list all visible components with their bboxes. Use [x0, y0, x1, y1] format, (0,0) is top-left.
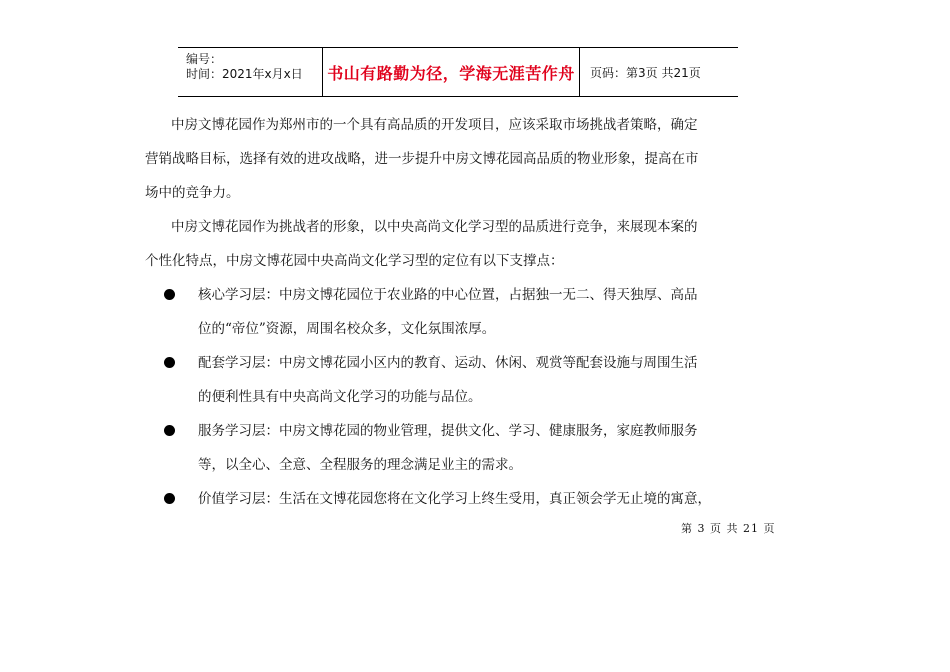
time-label: 时间：2021年x月x日 — [186, 67, 303, 81]
bullet-line: 服务学习层：中房文博花园的物业管理，提供文化、学习、健康服务，家庭教师服务 — [198, 423, 698, 439]
bullet-line: 配套学习层：中房文博花园小区内的教育、运动、休闲、观赏等配套设施与周围生活 — [198, 355, 698, 371]
paragraph-line: 中房文博花园作为挑战者的形象，以中央高尚文化学习型的品质进行竞争，来展现本案的 — [171, 219, 698, 235]
bullet-line: 位的“帝位”资源，周围名校众多，文化氛围浓厚。 — [198, 321, 496, 337]
bullet-list — [164, 278, 744, 516]
bullet-item — [164, 414, 744, 482]
page-footer: 第 3 页 共 21 页 — [681, 522, 776, 535]
page-code: 页码：第3页 共21页 — [590, 65, 701, 80]
bullet-line: 的便利性具有中央高尚文化学习的功能与品位。 — [198, 389, 482, 405]
bullet-dot-icon — [164, 425, 175, 436]
bullet-item — [164, 346, 744, 414]
body-text — [145, 108, 745, 278]
paragraph-line: 个性化特点，中房文博花园中央高尚文化学习型的定位有以下支撑点： — [145, 253, 564, 269]
paragraph-1 — [145, 108, 745, 210]
bullet-line: 等，以全心、全意、全程服务的理念满足业主的需求。 — [198, 457, 522, 473]
number-label: 编号： — [186, 52, 223, 66]
bullet-item — [164, 278, 744, 346]
document-header — [178, 47, 738, 97]
paragraph-line: 场中的竞争力。 — [145, 185, 240, 201]
bullet-dot-icon — [164, 357, 175, 368]
paragraph-line: 营销战略目标，选择有效的进攻战略，进一步提升中房文博花园高品质的物业形象，提高在市 — [145, 151, 699, 167]
paragraph-2 — [145, 210, 745, 278]
motto-text: 书山有路勤为径，学海无涯苦作舟 — [327, 63, 575, 83]
bullet-dot-icon — [164, 289, 175, 300]
bullet-dot-icon — [164, 493, 175, 504]
header-meta — [178, 48, 322, 96]
bullet-line: 价值学习层：生活在文博花园您将在文化学习上终生受用，真正领会学无止境的寓意， — [198, 491, 711, 507]
header-motto-cell — [322, 48, 580, 96]
bullet-item — [164, 482, 744, 516]
paragraph-line: 中房文博花园作为郑州市的一个具有高品质的开发项目，应该采取市场挑战者策略，确定 — [171, 117, 698, 133]
bullet-line: 核心学习层：中房文博花园位于农业路的中心位置，占据独一无二、得天独厚、高品 — [198, 287, 698, 303]
header-page-cell — [580, 48, 738, 96]
